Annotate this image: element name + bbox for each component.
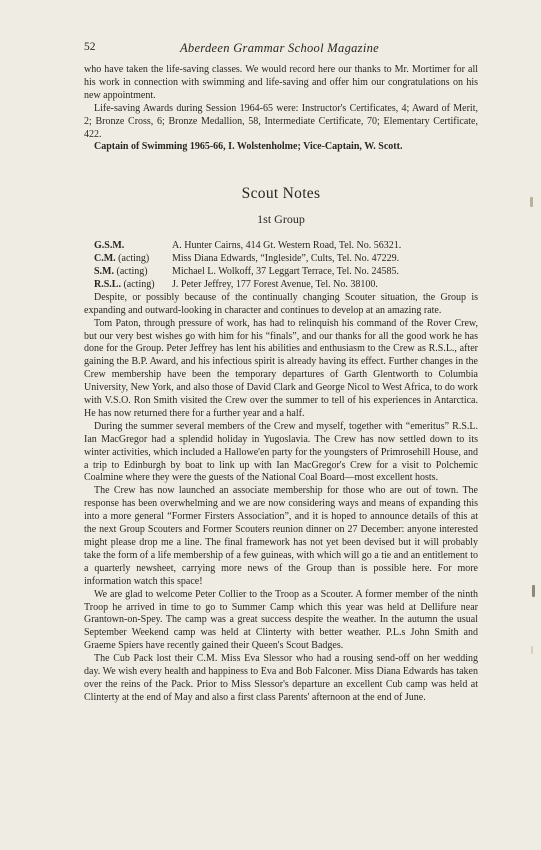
section-title: Scout Notes: [241, 185, 321, 203]
leader-qualifier: (acting): [123, 278, 155, 290]
scan-speck: [530, 197, 533, 207]
body-paragraph: During the summer several members of the Crew and myself, together with “emeritus” R.S.L. Ian MacGregor had a splendid holiday in Yugoslavia. The Crew has now settled down to its winter activities, which included a Hallowe'en party for the youngsters of Primrosehill House, and a trip to Edinburgh by boat to link up with Ian MacGregor's Crew for a visit to Polchemic Coalmine where they were the guests of the National Coal Board—most excellent hosts.: [84, 420, 478, 484]
leader-detail: Miss Diana Edwards, “Ingleside”, Cults, Tel. No. 47229.: [172, 253, 400, 265]
leader-row: [84, 240, 478, 253]
running-head: [84, 41, 475, 57]
body-paragraph: Despite, or possibly because of the continually changing Scouter situation, the Group is expanding and outward-looking in character and continues to develop at an amazing rate.: [84, 291, 478, 316]
leader-role: C.M.: [94, 253, 116, 265]
body-paragraph: Tom Paton, through pressure of work, has had to relinquish his command of the Rover Crew, but our very best wishes go with him for his “finals”, and our thanks for all the good work he has done for the Group. Peter Jeffrey has lent his abilities and enthusiasm to the Crew as R.S.L., after gaining the B.P. Award, and his infectious spirit is already having its effect. Further changes in the Crew membership have been the temporary departures of Garth Glentworth to Columbia University, New York, and also those of David Clark and George Nicol to West Africa, to do work with V.S.O. Ron Smith visited the Crew over the summer to tell of his experiences in Antarctica. He has now returned there for a further year and a half.: [84, 317, 478, 419]
leader-role: G.S.M.: [94, 240, 125, 252]
leader-role: S.M.: [94, 265, 114, 277]
group-title: 1st Group: [257, 212, 305, 227]
leader-detail: Michael L. Wolkoff, 37 Leggart Terrace, Tel. No. 24585.: [172, 265, 399, 277]
leaders-list: [84, 240, 478, 292]
body-paragraph: The Cub Pack lost their C.M. Miss Eva Slessor who had a rousing send-off on her wedding day. We wish every health and happiness to Eva and Bob Falconer. Miss Diana Edwards has taken over the reins of the Pack. Prior to Miss Slessor's departure an excellent Cub camp was held at Clinterty at the end of May and also a first class Parents' afternoon at the end of June.: [84, 653, 478, 703]
leader-qualifier: (acting): [116, 265, 148, 277]
leader-row: [84, 266, 478, 279]
intro-paragraph: who have taken the life-saving classes. We would record here our thanks to Mr. Mortimer for all his work in connection with swimming and life-saving and offer him our congratulations on his new appointment.: [84, 64, 478, 101]
body-paragraph: We are glad to welcome Peter Collier to the Troop as a Scouter. A former member of the ninth Troop he arrived in time to go to Summer Camp which this year was held at Dellifure near Grantown-on-Spey. The camp was a great success despite the weather. In the autumn the usual September Weekend camp was held at Clinterty with better weather. P.L.s John Smith and Graeme Spiers have recently gained their Queen's Scout Badges.: [84, 588, 478, 652]
leader-detail: A. Hunter Cairns, 414 Gt. Western Road, Tel. No. 56321.: [172, 240, 402, 252]
captain-line: Captain of Swimming 1965-66, I. Wolstenholme; Vice-Captain, W. Scott.: [94, 141, 403, 153]
leader-detail: J. Peter Jeffrey, 177 Forest Avenue, Tel. No. 38100.: [172, 278, 378, 290]
leader-row: [84, 253, 478, 266]
leader-row: [84, 279, 478, 292]
page-body: [84, 64, 478, 705]
intro-paragraph: Life-saving Awards during Session 1964-65 were: Instructor's Certificates, 4; Award of Merit, 2; Bronze Cross, 6; Bronze Medallion, 58, Intermediate Certificate, 70; Elementary Certificate, 422.: [84, 102, 478, 140]
scan-speck: [532, 585, 535, 597]
page-number: 52: [84, 41, 96, 53]
magazine-title: Aberdeen Grammar School Magazine: [179, 41, 380, 55]
scan-speck: [531, 646, 533, 654]
leader-role: R.S.L.: [94, 278, 121, 290]
body-paragraph: The Crew has now launched an associate membership for those who are out of town. The response has been overwhelming and we are now considering ways and means of expanding this into a more general “Former Firsters Association”, and it is hoped to announce details of this at the next Group Scouters and Former Scouters reunion dinner on 27 December: anyone interested might please drop me a line. The final framework has not yet been devised but it will probably take the form of a life membership of a few guineas, with which will go a tie and an entitlement to a quarterly newsheet, carrying more news of the Group than is possible here. For more information watch this space!: [84, 485, 478, 587]
leader-qualifier: (acting): [118, 253, 150, 265]
